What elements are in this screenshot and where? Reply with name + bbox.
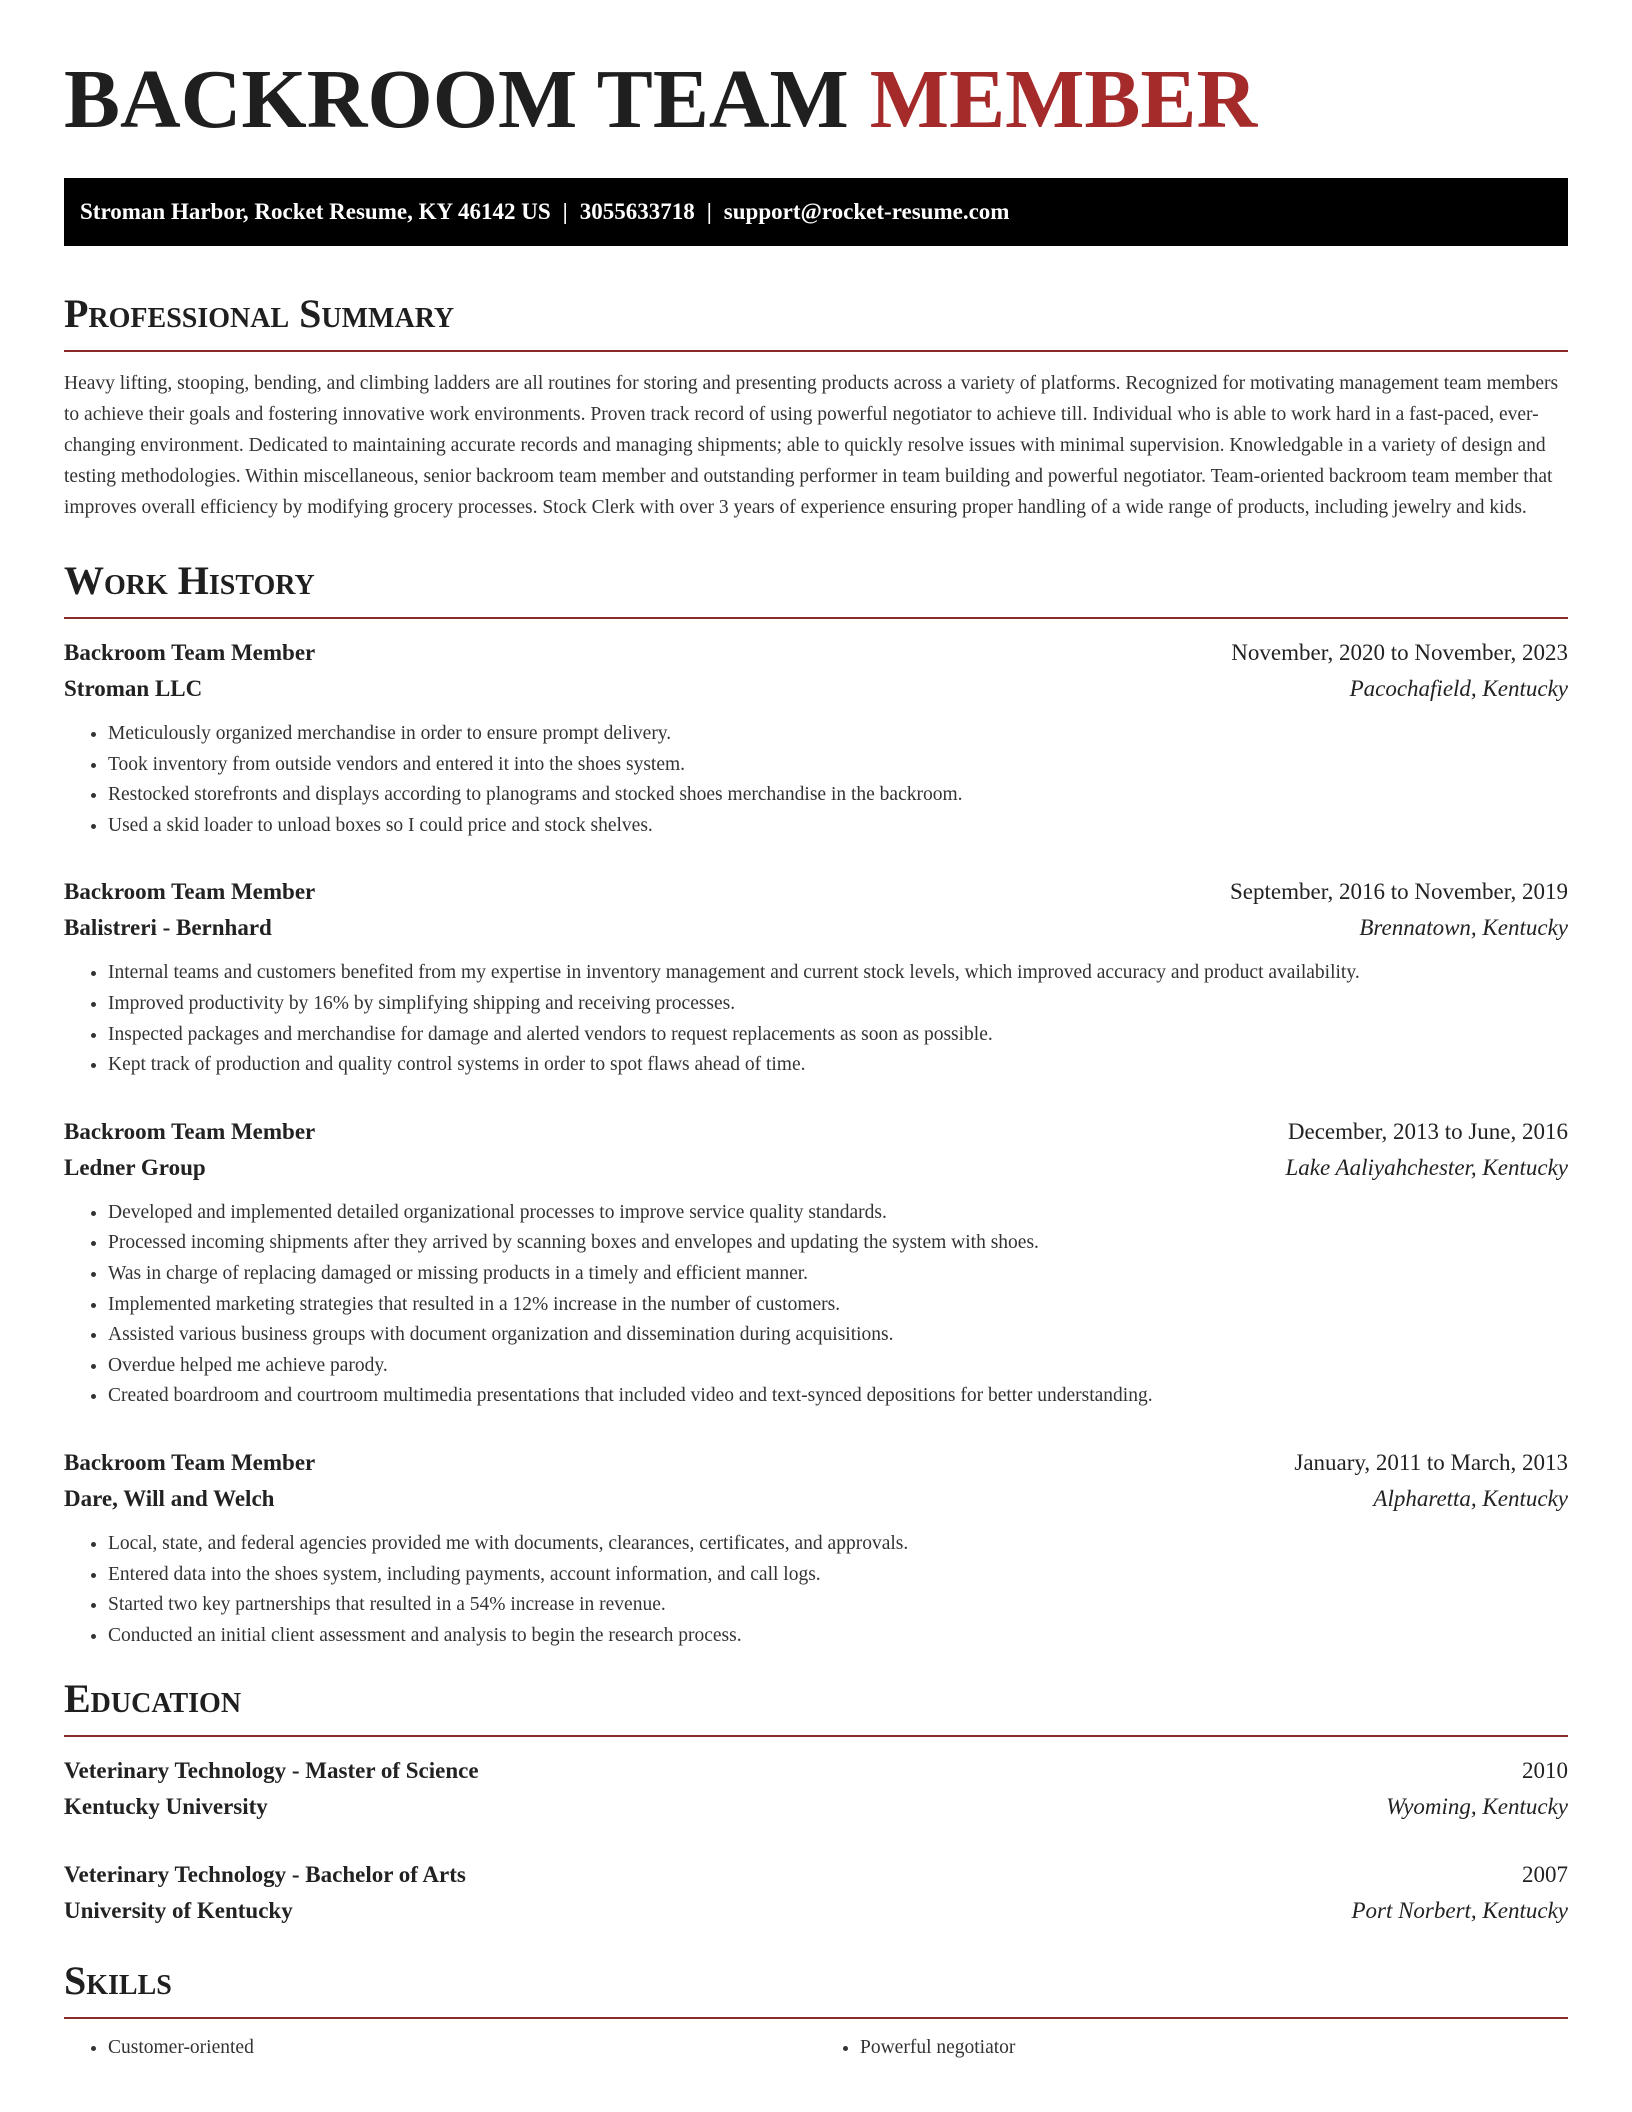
job-bullet: • Was in charge of replacing damaged or missing products in a timely and efficient manner.	[108, 1259, 1568, 1290]
job-bullet: • Local, state, and federal agencies provided me with documents, clearances, certificates, and approvals.	[108, 1529, 1568, 1560]
job-company: Stroman LLC	[64, 676, 203, 701]
skills-column-right	[816, 2033, 1568, 2063]
skills-column-left	[64, 2033, 816, 2063]
job-bullet: • Assisted various business groups with document organization and dissemination during acquisitions.	[108, 1320, 1568, 1351]
job-location: Brennatown, Kentucky	[1359, 915, 1568, 941]
job-bullet: • Entered data into the shoes system, including payments, account information, and call logs.	[108, 1560, 1568, 1591]
summary-section	[64, 291, 1568, 523]
work-history-heading: Work History	[64, 561, 1568, 619]
job-company: Dare, Will and Welch	[64, 1485, 275, 1511]
education-year: 2007	[1522, 1862, 1568, 1888]
job-bullet: • Restocked storefronts and displays according to planograms and stocked shoes merchandise in the backroom.	[108, 780, 1568, 811]
job-bullet: • Meticulously organized merchandise in order to ensure prompt delivery.	[108, 719, 1568, 750]
summary-text: Heavy lifting, stooping, bending, and climbing ladders are all routines for storing and presenting products across a variety of platforms. Recognized for motivating management team members to achieve their goals and fostering innovative work environments. Proven track record of using powerful negotiator to achieve till. Individual who is able to work hard in a fast-paced, ever-changing environment. Dedicated to maintaining accurate records and managing shipments; able to quickly resolve issues with minimal supervision. Knowledgable in a variety of design and testing methodologies. Within miscellaneous, senior backroom team member and outstanding performer in team building and powerful negotiator. Team-oriented backroom team member that improves overall efficiency by modifying grocery processes. Stock Clerk with over 3 years of experience ensuring proper handling of a wide range of products, including jewelry and kids.	[64, 373, 1559, 518]
job-bullet: • Took inventory from outside vendors and entered it into the shoes system.	[108, 750, 1568, 781]
job-dates: November, 2020 to November, 2023	[1231, 640, 1568, 665]
resume-page	[64, 0, 1568, 2063]
job-dates: December, 2013 to June, 2016	[1287, 1118, 1568, 1144]
job-bullet: • Improved productivity by 16% by simplifying shipping and receiving processes.	[108, 989, 1568, 1020]
contact-separator: |	[562, 199, 568, 224]
job-bullet: • Developed and implemented detailed organizational processes to improve service quality standards.	[108, 1198, 1568, 1229]
education-year: 2010	[1522, 1758, 1568, 1784]
job-title: Backroom Team Member	[64, 640, 316, 665]
job-bullet: • Overdue helped me achieve parody.	[108, 1351, 1568, 1382]
job-title: Backroom Team Member	[64, 879, 316, 905]
job-bullet: • Used a skid loader to unload boxes so I could price and stock shelves.	[108, 811, 1568, 842]
work-history-section	[64, 558, 1568, 1651]
job-company: Ledner Group	[64, 1154, 206, 1180]
job-entry	[64, 1114, 1568, 1412]
contact-bar	[64, 178, 1568, 246]
skills-section	[64, 1958, 1568, 2063]
job-bullet: • Conducted an initial client assessment and analysis to begin the research process.	[108, 1621, 1568, 1652]
job-dates: January, 2011 to March, 2013	[1294, 1449, 1568, 1475]
job-dates: September, 2016 to November, 2019	[1230, 879, 1568, 905]
education-section	[64, 1676, 1568, 1929]
skill-item: • Powerful negotiator	[860, 2033, 1568, 2063]
skills-grid	[64, 2033, 1568, 2063]
job-entry	[64, 874, 1568, 1080]
job-bullets	[64, 719, 1568, 841]
job-entry	[64, 1445, 1568, 1651]
job-bullet: • Inspected packages and merchandise for damage and alerted vendors to request replacements as soon as possible.	[108, 1020, 1568, 1051]
education-entry	[64, 1753, 1568, 1825]
education-school: Kentucky University	[64, 1794, 268, 1820]
job-bullet: • Kept track of production and quality control systems in order to spot flaws ahead of time.	[108, 1050, 1568, 1081]
education-degree: Veterinary Technology - Bachelor of Arts	[64, 1862, 466, 1888]
education-school: University of Kentucky	[64, 1898, 293, 1924]
summary-heading: Professional Summary	[64, 294, 1568, 352]
contact-email[interactable]: support@rocket-resume.com	[723, 199, 1010, 224]
education-location: Port Norbert, Kentucky	[1351, 1898, 1568, 1924]
job-location: Lake Aaliyahchester, Kentucky	[1285, 1154, 1568, 1180]
job-bullet: • Created boardroom and courtroom multimedia presentations that included video and text-synced depositions for better understanding.	[108, 1381, 1568, 1412]
resume-title	[64, 53, 1568, 146]
job-bullet: • Processed incoming shipments after they arrived by scanning boxes and envelopes and updating the system with shoes.	[108, 1228, 1568, 1259]
skill-item: • Customer-oriented	[108, 2033, 816, 2063]
contact-separator: |	[706, 199, 712, 224]
resume-title-accent: MEMBER	[869, 53, 1258, 146]
job-title: Backroom Team Member	[64, 1449, 316, 1475]
contact-phone[interactable]: 3055633718	[579, 199, 695, 224]
job-entry	[64, 635, 1568, 841]
education-heading: Education	[64, 1679, 1568, 1737]
job-bullet: • Implemented marketing strategies that resulted in a 12% increase in the number of customers.	[108, 1290, 1568, 1321]
job-bullet: • Started two key partnerships that resulted in a 54% increase in revenue.	[108, 1590, 1568, 1621]
education-degree: Veterinary Technology - Master of Science	[64, 1758, 479, 1784]
contact-address: Stroman Harbor, Rocket Resume, KY 46142 US	[80, 199, 551, 224]
job-company: Balistreri - Bernhard	[64, 915, 272, 941]
education-location: Wyoming, Kentucky	[1386, 1794, 1568, 1820]
education-entry	[64, 1857, 1568, 1929]
job-bullets	[64, 1529, 1568, 1651]
job-location: Alpharetta, Kentucky	[1373, 1485, 1568, 1511]
job-bullet: • Internal teams and customers benefited from my expertise in inventory management and current stock levels, which improved accuracy and product availability.	[108, 958, 1568, 989]
skills-heading: Skills	[64, 1961, 1568, 2019]
job-bullets	[64, 1198, 1568, 1412]
resume-title-main: BACKROOM TEAM	[64, 53, 849, 146]
job-bullets	[64, 958, 1568, 1080]
job-location: Pacochafield, Kentucky	[1349, 676, 1568, 701]
job-title: Backroom Team Member	[64, 1118, 316, 1144]
